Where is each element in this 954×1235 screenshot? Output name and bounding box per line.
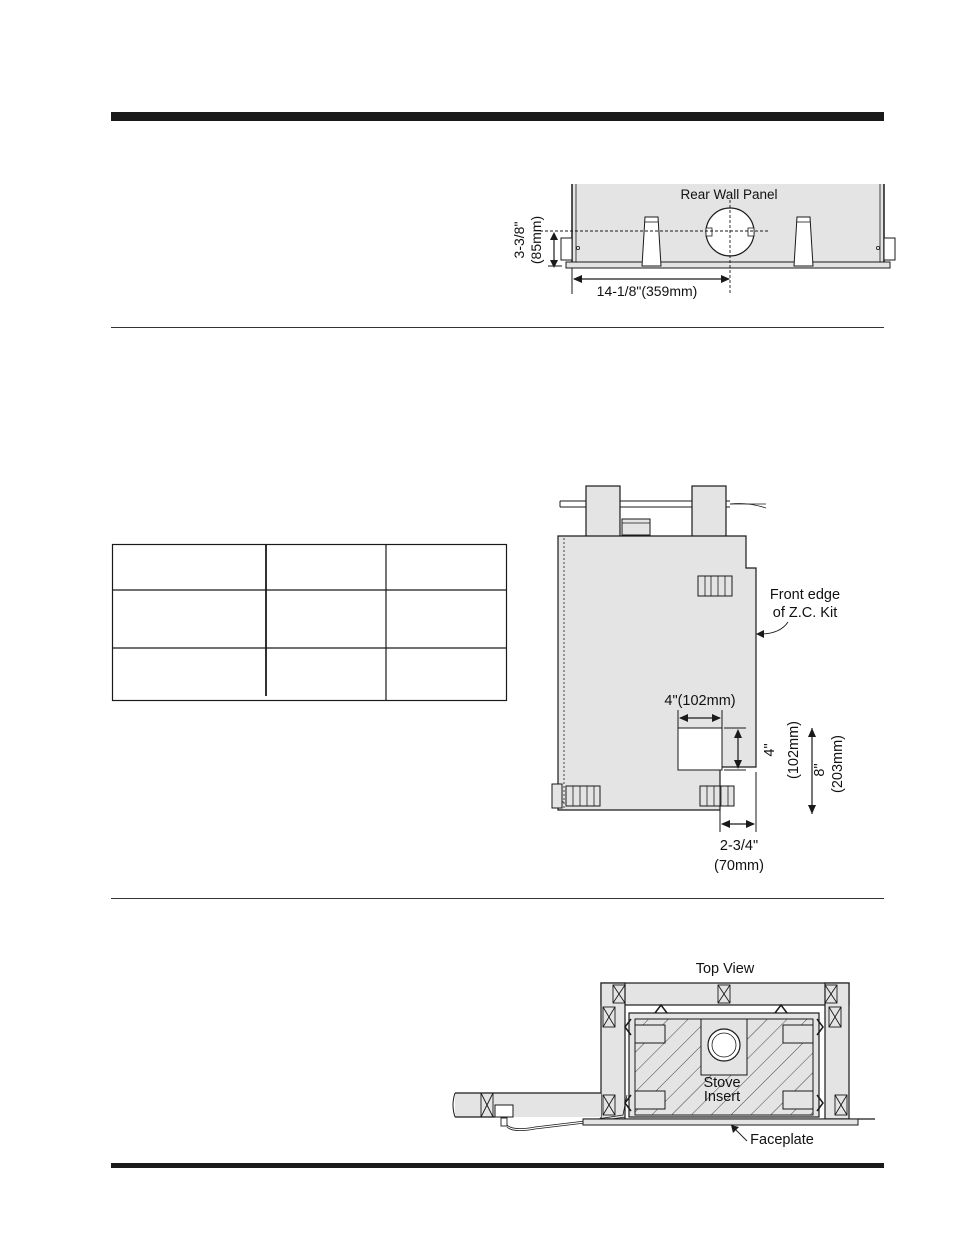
- vertical-dimension: 3-3/8": [511, 221, 527, 259]
- top-view-diagram: [455, 955, 875, 1155]
- section-divider-2: [111, 898, 884, 899]
- overall-height-dimension: 8": [812, 763, 828, 777]
- panel-label: Rear Wall Panel: [680, 187, 778, 202]
- cutout-width-dimension: 4"(102mm): [664, 693, 736, 709]
- section-divider-1: [111, 327, 884, 328]
- rear-wall-panel-diagram: [500, 180, 920, 305]
- vertical-dimension-mm: (85mm): [528, 215, 544, 265]
- offset-dimension-mm: (70mm): [714, 858, 764, 874]
- cutout-height-dimension: 4": [762, 743, 778, 757]
- zc-kit-diagram: [548, 482, 868, 882]
- horizontal-dimension: 14-1/8"(359mm): [596, 283, 698, 299]
- front-edge-label-1: Front edge: [769, 587, 841, 603]
- top-view-title: Top View: [695, 961, 755, 977]
- insert-label-2: Insert: [703, 1089, 741, 1105]
- front-edge-label-2: of Z.C. Kit: [772, 605, 838, 621]
- header-rule: [111, 112, 884, 121]
- footer-rule: [111, 1163, 884, 1168]
- cutout-height-dimension-mm: (102mm): [786, 720, 802, 780]
- faceplate: [583, 1119, 858, 1125]
- offset-dimension: 2-3/4": [719, 838, 759, 854]
- faceplate-label: Faceplate: [750, 1132, 814, 1148]
- overall-height-dimension-mm: (203mm): [830, 734, 846, 794]
- insert-label-1: Stove: [703, 1075, 741, 1091]
- specification-table: [112, 544, 507, 701]
- side-tab-left: [561, 238, 572, 260]
- side-tab-right: [884, 238, 895, 260]
- switch-box: [495, 1105, 513, 1117]
- access-cutout: [678, 728, 722, 770]
